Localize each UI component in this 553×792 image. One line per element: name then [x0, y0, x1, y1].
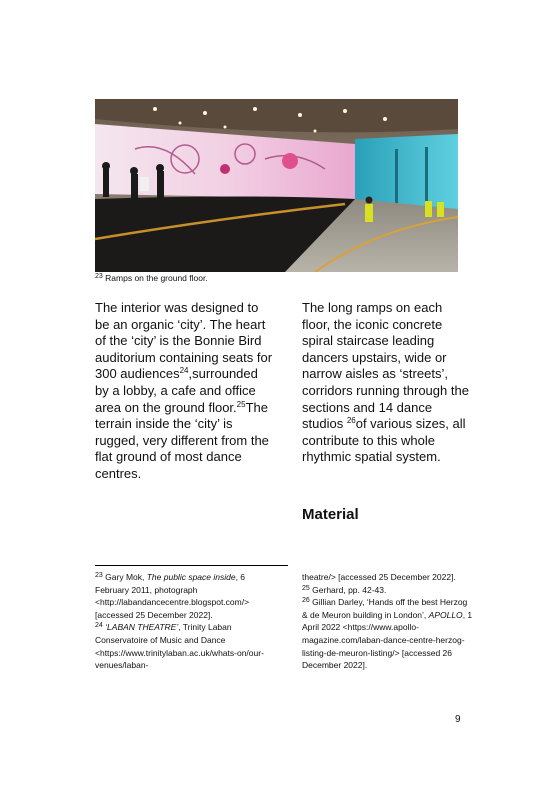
footnote-text: , Trinity Laban Conservatoire of Music and Dance <https://www.trinitylaban.ac.uk/whats-on/our-venues/laban-	[95, 622, 264, 671]
caption-text: Ramps on the ground floor.	[102, 273, 208, 283]
page-number: 9	[455, 714, 461, 725]
ramps-photo-illustration	[95, 99, 458, 272]
footnotes-left	[95, 571, 275, 672]
footnotes-right	[302, 571, 474, 672]
footnote-number: 24	[95, 622, 103, 630]
body-text: The terrain inside the ‘city’ is rugged, very different from the flat ground of most dance centres.	[95, 399, 269, 481]
body-text: ,surrounded by a lobby, a cafe and office area on the ground floor.	[95, 366, 258, 415]
footnote-25	[302, 584, 474, 597]
footnote-number: 23	[95, 572, 103, 579]
footnote-23	[95, 571, 275, 621]
footnote-ref[interactable]: 24	[179, 366, 189, 376]
footnote-text: Gary Mok,	[102, 572, 147, 582]
body-right-column	[302, 300, 472, 466]
body-left-column	[95, 300, 275, 483]
footnote-text: , 1 April 2022 <https://www.apollo-magazine.com/laban-dance-centre-herzog-listing-de-meuron-listing/> [accessed 26 December 2022].	[302, 609, 473, 671]
footnote-text: Gillian Darley, ‘Hands off the best Herzog & de Meuron building in London’,	[302, 597, 468, 620]
footnote-title: ‘LABAN THEATRE’	[102, 622, 179, 633]
footnote-title: The public space inside	[146, 572, 236, 582]
footnote-24	[95, 621, 275, 671]
body-text: The interior was designed to be an organic ‘city’. The heart of the ‘city’ is the Bonnie Bird auditorium containing seats for 300 audiences	[95, 300, 273, 382]
body-text: The long ramps on each floor, the iconic concrete spiral staircase leading dancers upstairs, wide or narrow aisles as ‘streets’, corridors running through the sections and 14 dance studios	[302, 300, 469, 432]
footnote-text: , 6 February 2011, photograph <http://labandancecentre.blogspot.com/> [accessed 25 December 2022].	[95, 572, 250, 620]
footnote-ref[interactable]: 25	[236, 399, 246, 409]
footnote-26	[302, 596, 474, 672]
footnote-text: Gerhard, pp. 42-43.	[309, 584, 387, 595]
footnote-divider	[95, 565, 288, 566]
footnote-number: 26	[302, 597, 310, 605]
footnote-ref[interactable]: 26	[346, 416, 356, 426]
ramps-photo	[95, 99, 458, 272]
section-heading: Material	[302, 506, 359, 523]
footnote-24-continued: theatre/> [accessed 25 December 2022].	[302, 572, 456, 582]
body-text: of various sizes, all contribute to this whole rhythmic spatial system.	[302, 416, 466, 465]
figure-caption	[95, 273, 208, 283]
caption-number: 23	[95, 273, 103, 280]
footnote-number: 25	[302, 584, 310, 592]
footnote-publication: APOLLO	[428, 609, 463, 620]
